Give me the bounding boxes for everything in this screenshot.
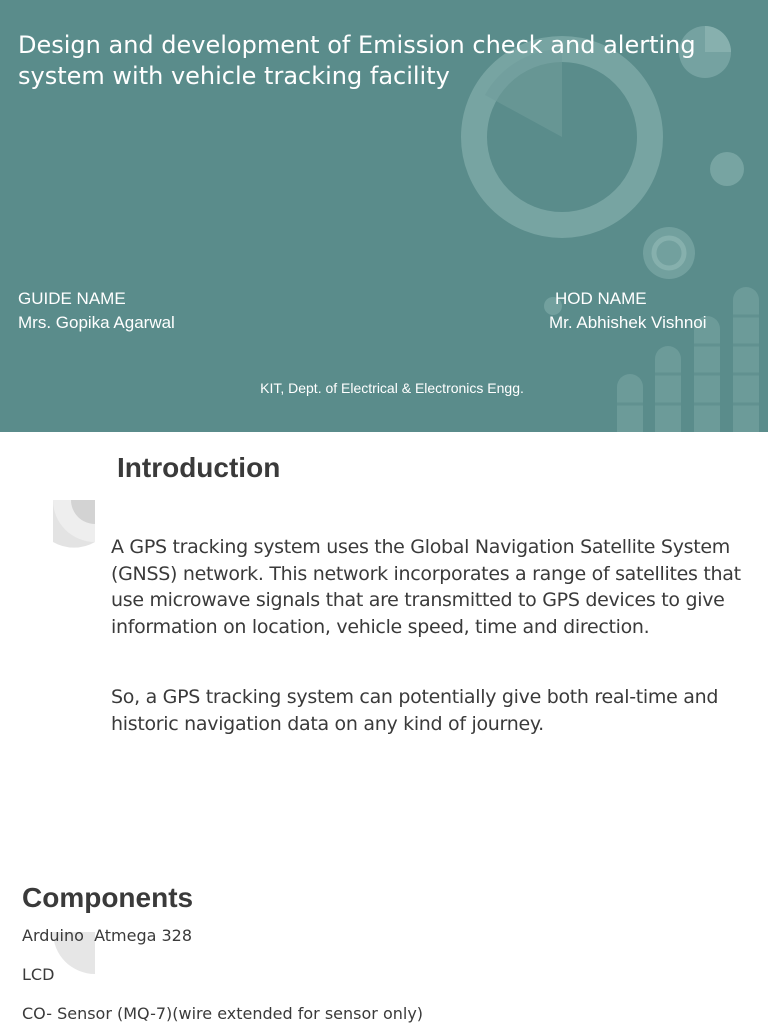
slide-title: Design and development of Emission check and alerting system with vehicle tracking facility [18, 31, 696, 90]
components-heading: Components [22, 882, 194, 913]
quarter-circle-decoration [0, 432, 768, 864]
introduction-heading: Introduction [117, 452, 281, 483]
guide-name: Mrs. Gopika Agarwal [18, 313, 175, 332]
intro-paragraph-2: So, a GPS tracking system can potentially give both real-time and historic navigation data on any kind of journey. [111, 686, 719, 735]
title-slide [0, 0, 768, 432]
hod-label: HOD NAME [555, 289, 647, 308]
intro-paragraph-1: A GPS tracking system uses the Global Navigation Satellite System (GNSS) network. This network incorporates a range of satellites that use microwave signals that are transmitted to GPS devices to give information on location, vehicle speed, time and direction. [111, 536, 741, 638]
component-item: Arduino Atmega 328 [22, 926, 193, 945]
components-slide [0, 864, 768, 1024]
component-item: CO- Sensor (MQ-7)(wire extended for sensor only) [22, 1004, 424, 1023]
hod-name: Mr. Abhishek Vishnoi [549, 313, 707, 332]
guide-label: GUIDE NAME [18, 289, 126, 308]
component-item: LCD [22, 965, 55, 984]
department-label: KIT, Dept. of Electrical & Electronics Engg. [260, 380, 524, 396]
introduction-slide [0, 432, 768, 864]
